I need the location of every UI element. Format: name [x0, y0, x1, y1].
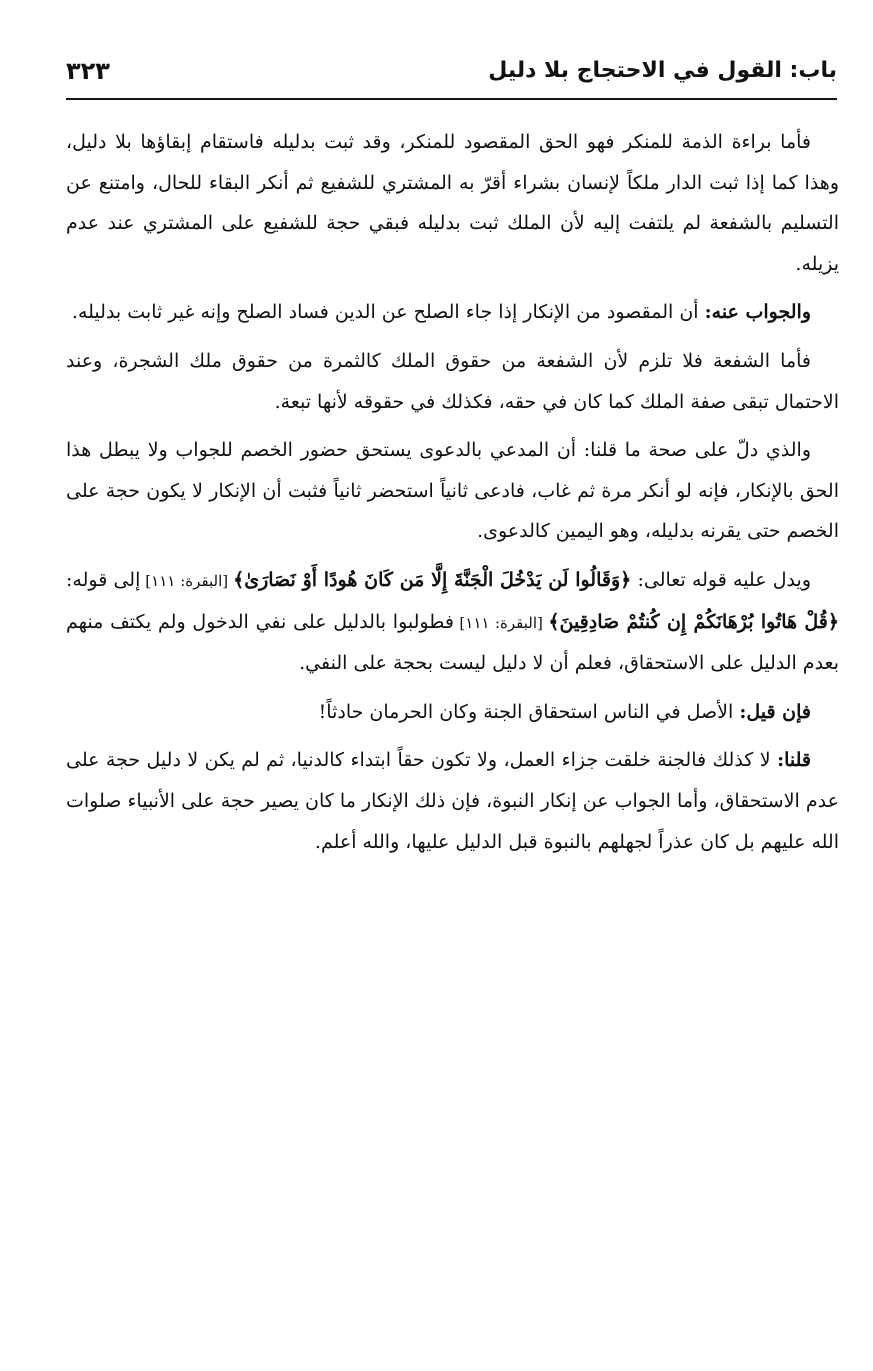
verse-middle: إلى قوله:: [66, 568, 141, 591]
verse-reference: [البقرة: ١١١]: [140, 571, 234, 590]
quran-verse: ﴿قُلْ هَاتُوا بُرْهَانَكُمْ إِن كُنتُمْ صَادِقِينَ﴾: [548, 610, 840, 633]
paragraph-text: أن المقصود من الإنكار إذا جاء الصلح عن الدين فساد الصلح وإنه غير ثابت بدليله.: [71, 301, 705, 324]
paragraph: [66, 341, 839, 422]
question-text: الأصل في الناس استحقاق الجنة وكان الحرمان حادثاً!: [318, 700, 740, 723]
paragraph: [66, 292, 839, 333]
paragraph-lead: والجواب عنه:: [704, 301, 811, 324]
paragraph-text: والذي دلّ على صحة ما قلنا: أن المدعي بالدعوى يستحق حضور الخصم للجواب ولا يبطل هذا الحق بالإنكار، فإنه لو أنكر مرة ثم غاب، فادعى ثانياً استحضر ثانياً فثبت أن الإنكار لا يكون حجة على الخصم حتى يقرنه بدليله، وهو اليمين كالدعوى.: [66, 439, 839, 543]
answer-text: لا كذلك فالجنة خلقت جزاء العمل، ولا تكون حقاً ابتداء كالدنيا، ثم لم يكن لا دليل حجة على عدم الاستحقاق، وأما الجواب عن إنكار النبوة، فإن ذلك الإنكار ما كان يصير حجة على الأنبياء صلوات الله عليهم بل كان عذراً لجهلهم بالنبوة قبل الدليل عليها، والله أعلم.: [66, 749, 839, 853]
verse-reference: [البقرة: ١١١]: [453, 613, 549, 632]
question-paragraph: [66, 692, 839, 733]
verse-intro: ويدل عليه قوله تعالى:: [631, 568, 811, 591]
quran-verse: ﴿وَقَالُوا لَن يَدْخُلَ الْجَنَّةَ إِلَّا مَن كَانَ هُودًا أَوْ نَصَارَىٰ﴾: [233, 568, 632, 591]
paragraph: [66, 430, 839, 552]
page-number: ٣٢٣: [66, 57, 110, 85]
paragraph-text: فأما براءة الذمة للمنكر فهو الحق المقصود للمنكر، وقد ثبت بدليله فاستقام إبقاؤها بلا دليل، وهذا كما إذا ثبت الدار ملكاً لإنسان بشراء أقرّ به المشتري للشفيع ثم أنكر البقاء للحال، وامتنع عن التسليم بالشفعة لم يلتفت إليه لأن الملك ثبت بدليله فبقي حجة للشفيع على المشتري عند عدم يزيله.: [66, 131, 839, 275]
chapter-title: باب: القول في الاحتجاج بلا دليل: [488, 58, 837, 83]
running-header: [66, 48, 837, 100]
answer-lead: قلنا:: [777, 749, 811, 772]
page-body: [66, 122, 839, 870]
verse-paragraph: [66, 560, 839, 684]
paragraph-text: فأما الشفعة فلا تلزم لأن الشفعة من حقوق الملك كالثمرة من حقوق ملك الشجرة، وعند الاحتمال تبقى صفة الملك كما كان في حقه، فكذلك في حقوقه لأنها تبعة.: [66, 349, 839, 413]
answer-paragraph: [66, 740, 839, 862]
question-lead: فإن قيل:: [739, 700, 811, 723]
paragraph-text: فطولبوا بالدليل على نفي الدخول ولم يكتف منهم بعدم الدليل على الاستحقاق، فعلم أن لا دليل ليست بحجة على النفي.: [66, 610, 839, 675]
paragraph: [66, 122, 839, 284]
